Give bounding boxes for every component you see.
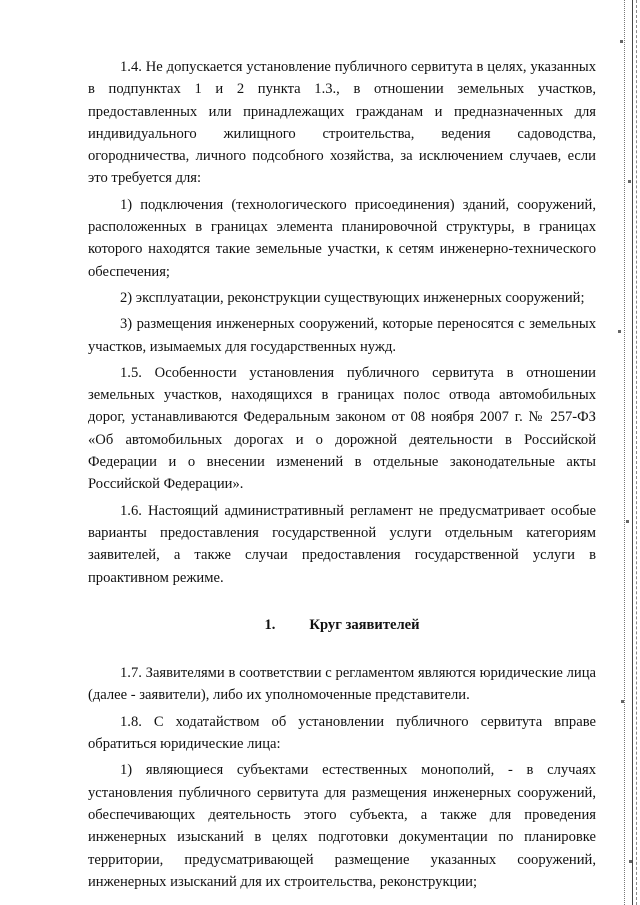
paragraph-1-5: 1.5. Особенности установления публичного сервитута в отношении земельных участков, находящихся в границах полос отвода автомобильных дорог, устанавливаются Федеральным законом от 08 ноября 2007 г. № 257-ФЗ «Об автомобильных дорогах и о дорожной деятельности в Российской Федерации и о внесении изменений в отдельные законодательные акты Российской Федерации». [88,364,596,493]
list-item-1-natural-monopolies: 1) являющиеся субъектами естественных монополий, - в случаях установления публичного сервитута для размещения инженерных сооружений, обеспечивающих деятельность этого субъекта, а также для проведения инженерных изысканий в целях подготовки документации по планировке территории, предусматривающей размещение указанных сооружений, инженерных изысканий для их строительства, реконструкции; [88,762,596,890]
scan-speck [629,860,632,863]
binding-line [636,0,637,905]
scan-speck [621,700,624,703]
paragraph-1-4: 1.4. Не допускается установление публичного сервитута в целях, указанных в подпунктах 1 и 2 пункта 1.3., в отношении земельных участков, предоставленных или принадлежащих гражданам и предназначенных для индивидуального жилищного строительства, ведения садоводства, огородничества, личного подсобного хозяйства, за исключением случаев, если это требуется для: [88,59,596,187]
document-body [88,56,596,897]
paragraph-1-7: 1.7. Заявителями в соответствии с регламентом являются юридические лица (далее - заявители), либо их уполномоченные представители. [88,665,596,704]
scan-speck [618,330,621,333]
paragraph-1-8: 1.8. С ходатайством об установлении публичного сервитута вправе обратиться юридические лица: [88,713,596,753]
binding-line [624,0,625,905]
list-item-2: 2) эксплуатации, реконструкции существующих инженерных сооружений; [120,289,585,306]
section-title: Круг заявителей [309,616,420,633]
scan-binding-edge [614,0,640,905]
list-item-3: 3) размещения инженерных сооружений, которые переносятся с земельных участков, изымаемых для государственных нужд. [88,316,596,355]
paragraph-1-6: 1.6. Настоящий административный регламент не предусматривает особые варианты предоставления государственной услуги отдельным категориям заявителей, а также случаи предоставления государственной услуги в проактивном режиме. [88,502,596,586]
scan-speck [628,180,631,183]
scan-speck [626,520,629,523]
scan-speck [620,40,623,43]
section-heading [88,614,596,636]
binding-line [632,0,633,905]
section-number: 1. [264,616,276,633]
list-item-1: 1) подключения (технологического присоединения) зданий, сооружений, расположенных в границах элемента планировочной структуры, в границах которого находятся такие земельные участки, к сетям инженерно-технического обеспечения; [88,196,596,280]
